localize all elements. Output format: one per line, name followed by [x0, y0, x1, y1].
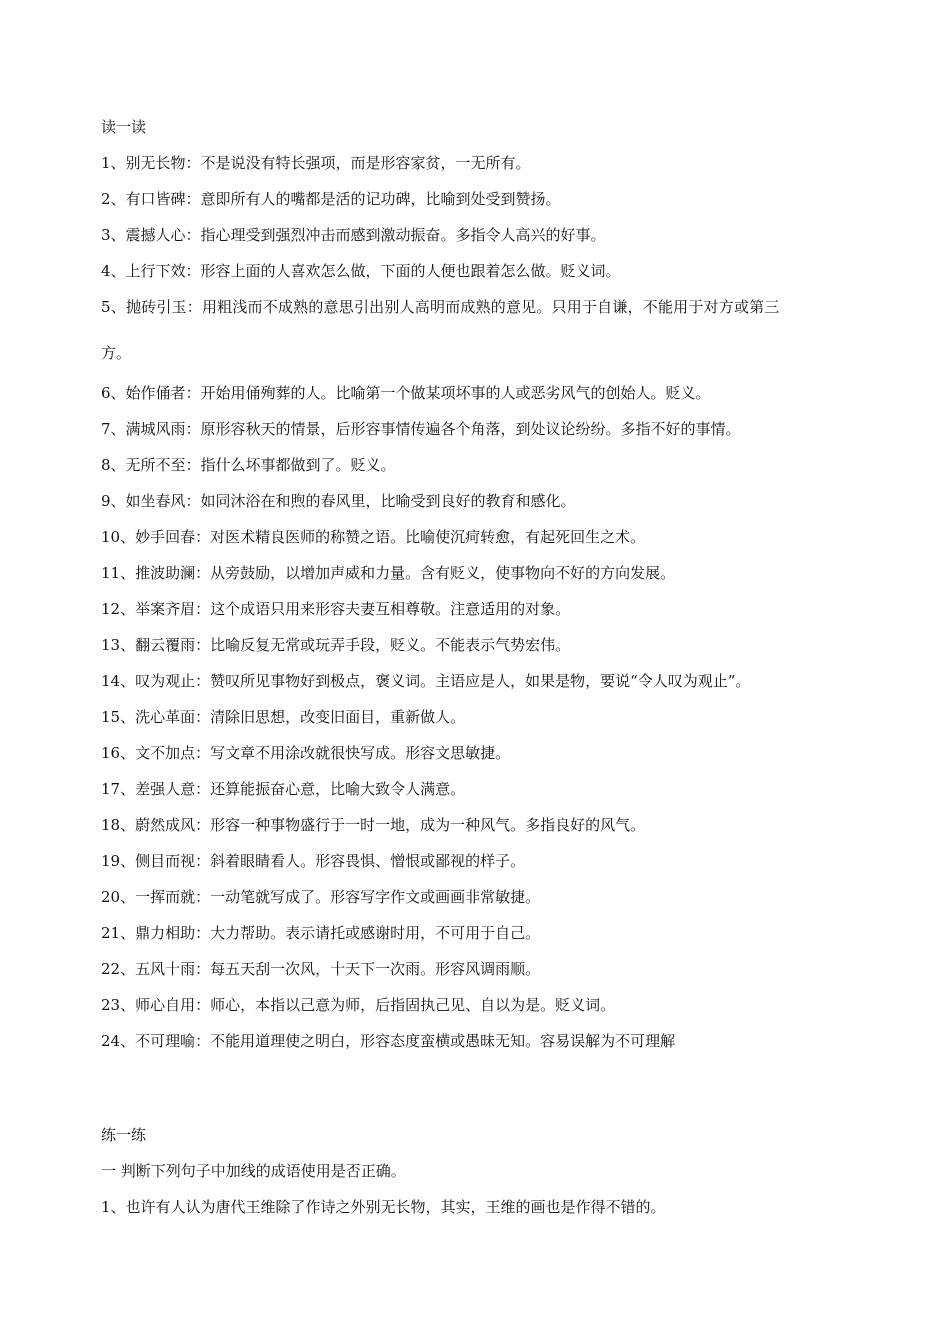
idiom-entry: 14、叹为观止：赞叹所见事物好到极点，褒义词。主语应是人，如果是物，要说“令人叹为观止”。 [101, 672, 751, 690]
section-heading: 读一读 [101, 118, 147, 136]
idiom-entry: 7、满城风雨：原形容秋天的情景，后形容事情传遍各个角落，到处议论纷纷。多指不好的事情。 [101, 420, 741, 438]
idiom-entry: 23、师心自用：师心，本指以己意为师，后指固执己见、自以为是。贬义词。 [101, 996, 616, 1014]
idiom-entry: 13、翻云覆雨：比喻反复无常或玩弄手段，贬义。不能表示气势宏伟。 [101, 636, 571, 654]
idiom-entry: 11、推波助澜：从旁鼓励，以增加声威和力量。含有贬义，使事物向不好的方向发展。 [101, 564, 676, 582]
exercise-item: 1、也许有人认为唐代王维除了作诗之外别无长物，其实，王维的画也是作得不错的。 [101, 1198, 666, 1216]
idiom-entry: 5、抛砖引玉：用粗浅而不成熟的意思引出别人高明而成熟的意见。只用于自谦，不能用于对方或第三 [101, 298, 780, 316]
idiom-entry: 21、鼎力相助：大力帮助。表示请托或感谢时用，不可用于自己。 [101, 924, 541, 942]
idiom-entry: 8、无所不至：指什么坏事都做到了。贬义。 [101, 456, 396, 474]
practice-section [101, 1117, 861, 1225]
idiom-entry: 20、一挥而就：一动笔就写成了。形容写字作文或画画非常敏捷。 [101, 888, 541, 906]
idiom-entry: 6、始作俑者：开始用俑殉葬的人。比喻第一个做某项坏事的人或恶劣风气的创始人。贬义。 [101, 384, 711, 402]
idiom-entry: 17、差强人意：还算能振奋心意，比喻大致令人满意。 [101, 780, 466, 798]
idiom-entry: 15、洗心革面：清除旧思想，改变旧面目，重新做人。 [101, 708, 466, 726]
idiom-entry: 2、有口皆碑：意即所有人的嘴都是活的记功碑，比喻到处受到赞扬。 [101, 190, 561, 208]
idiom-entry: 10、妙手回春：对医术精良医师的称赞之语。比喻使沉疴转愈，有起死回生之术。 [101, 528, 646, 546]
read-section [101, 109, 861, 1059]
exercise-instruction: 一 判断下列句子中加线的成语使用是否正确。 [101, 1162, 406, 1180]
idiom-entry: 16、文不加点：写文章不用涂改就很快写成。形容文思敏捷。 [101, 744, 511, 762]
idiom-entry: 22、五风十雨：每五天刮一次风，十天下一次雨。形容风调雨顺。 [101, 960, 541, 978]
idiom-entry: 18、蔚然成风：形容一种事物盛行于一时一地，成为一种风气。多指良好的风气。 [101, 816, 646, 834]
idiom-entry-continuation: 方。 [101, 344, 132, 362]
idiom-entry: 24、不可理喻：不能用道理使之明白，形容态度蛮横或愚昧无知。容易误解为不可理解 [101, 1032, 676, 1050]
idiom-entry: 1、别无长物：不是说没有特长强项，而是形容家贫，一无所有。 [101, 154, 531, 172]
section-heading: 练一练 [101, 1126, 147, 1144]
idiom-entry: 4、上行下效：形容上面的人喜欢怎么做，下面的人便也跟着怎么做。贬义词。 [101, 262, 621, 280]
idiom-entry: 3、震撼人心：指心理受到强烈冲击而感到激动振奋。多指令人高兴的好事。 [101, 226, 606, 244]
idiom-entry: 19、侧目而视：斜着眼睛看人。形容畏惧、憎恨或鄙视的样子。 [101, 852, 526, 870]
idiom-entry: 12、举案齐眉：这个成语只用来形容夫妻互相尊敬。注意适用的对象。 [101, 600, 571, 618]
idiom-entry: 9、如坐春风：如同沐浴在和煦的春风里，比喻受到良好的教育和感化。 [101, 492, 576, 510]
